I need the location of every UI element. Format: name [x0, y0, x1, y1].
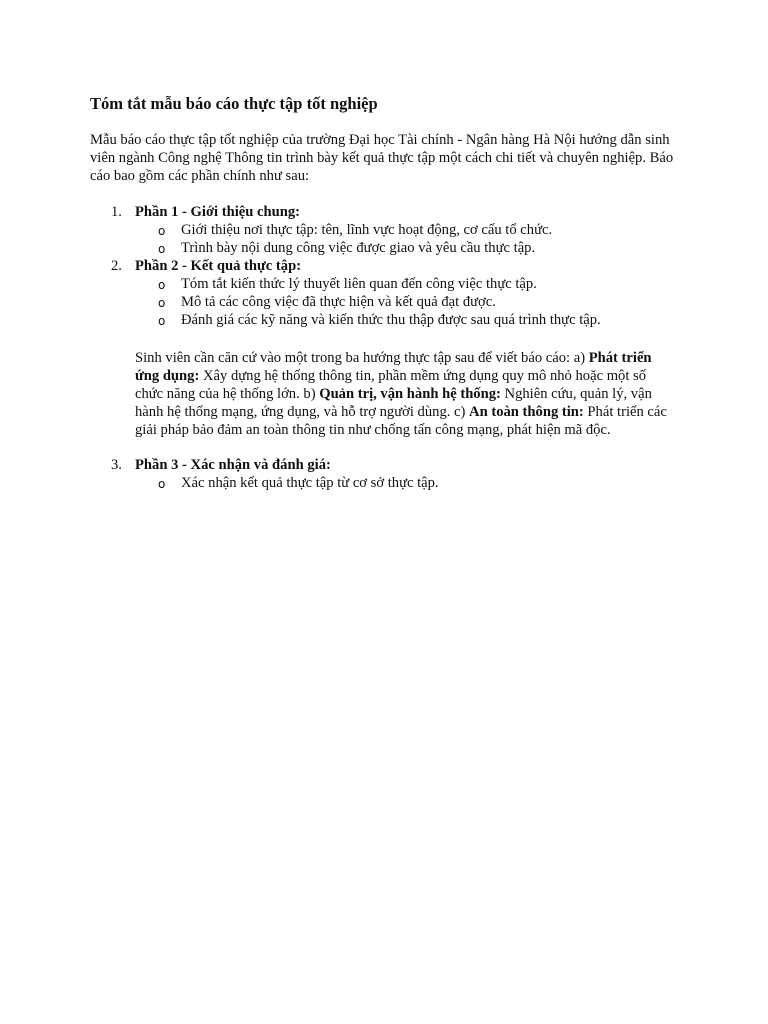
list-item	[0, 221, 768, 239]
orientation-lead: Sinh viên cần căn cứ vào một trong ba hướng thực tập sau để viết báo cáo: a)	[135, 350, 589, 366]
section-number: 3.	[111, 457, 122, 473]
section-bullets	[0, 474, 768, 492]
list-item-text: Xác nhận kết quả thực tập từ cơ sở thực tập.	[181, 475, 439, 491]
orientation-c-text: Phát triển các giải pháp bảo đảm an toàn thông tin như chống tấn công mạng, phát hiện mã độc.	[135, 404, 667, 438]
section-heading	[0, 257, 768, 275]
document-title: Tóm tắt mẫu báo cáo thực tập tốt nghiệp	[90, 94, 378, 113]
list-item-text: Đánh giá các kỹ năng và kiến thức thu thập được sau quá trình thực tập.	[181, 312, 601, 328]
section-1	[0, 203, 768, 257]
orientation-a-title: Phát triển ứng dụng:	[135, 350, 652, 384]
orientation-b-title: Quản trị, vận hành hệ thống:	[319, 386, 501, 402]
section-3	[0, 456, 768, 492]
section-title: Phần 3 - Xác nhận và đánh giá:	[135, 457, 331, 473]
section-bullets	[0, 221, 768, 257]
list-item	[0, 311, 768, 329]
section-title: Phần 1 - Giới thiệu chung:	[135, 204, 300, 220]
section-bullets	[0, 275, 768, 329]
list-item-text: Trình bày nội dung công việc được giao và yêu cầu thực tập.	[181, 240, 536, 256]
bullet-marker: o	[158, 477, 166, 491]
orientation-paragraph	[135, 349, 675, 439]
list-item	[0, 474, 768, 492]
section-heading	[0, 456, 768, 474]
list-item	[0, 239, 768, 257]
bullet-marker: o	[158, 278, 166, 292]
section-number: 1.	[111, 204, 122, 220]
bullet-marker: o	[158, 296, 166, 310]
bullet-marker: o	[158, 242, 166, 256]
intro-paragraph: Mẫu báo cáo thực tập tốt nghiệp của trường Đại học Tài chính - Ngân hàng Hà Nội hướng dẫn sinh viên ngành Công nghệ Thông tin trình bày kết quả thực tập một cách chi tiết và chuyên nghiệp. Báo cáo bao gồm các phần chính như sau:	[90, 132, 674, 184]
list-item-text: Tóm tắt kiến thức lý thuyết liên quan đến công việc thực tập.	[181, 276, 537, 292]
orientation-a-text: Xây dựng hệ thống thông tin, phần mềm ứng dụng quy mô nhỏ hoặc một số chức năng của hệ thống lớn. b)	[135, 368, 647, 402]
section-heading	[0, 203, 768, 221]
list-item	[0, 293, 768, 311]
section-number: 2.	[111, 258, 122, 274]
section-title: Phần 2 - Kết quả thực tập:	[135, 258, 302, 274]
list-item-text: Mô tả các công việc đã thực hiện và kết quả đạt được.	[181, 294, 496, 310]
orientation-b-text: Nghiên cứu, quản lý, vận hành hệ thống mạng, ứng dụng, và hỗ trợ người dùng. c)	[135, 386, 652, 420]
section-2	[0, 257, 768, 329]
bullet-marker: o	[158, 314, 166, 328]
list-item-text: Giới thiệu nơi thực tập: tên, lĩnh vực hoạt động, cơ cấu tổ chức.	[181, 222, 553, 238]
bullet-marker: o	[158, 224, 166, 238]
orientation-c-title: An toàn thông tin:	[469, 404, 584, 420]
list-item	[0, 275, 768, 293]
